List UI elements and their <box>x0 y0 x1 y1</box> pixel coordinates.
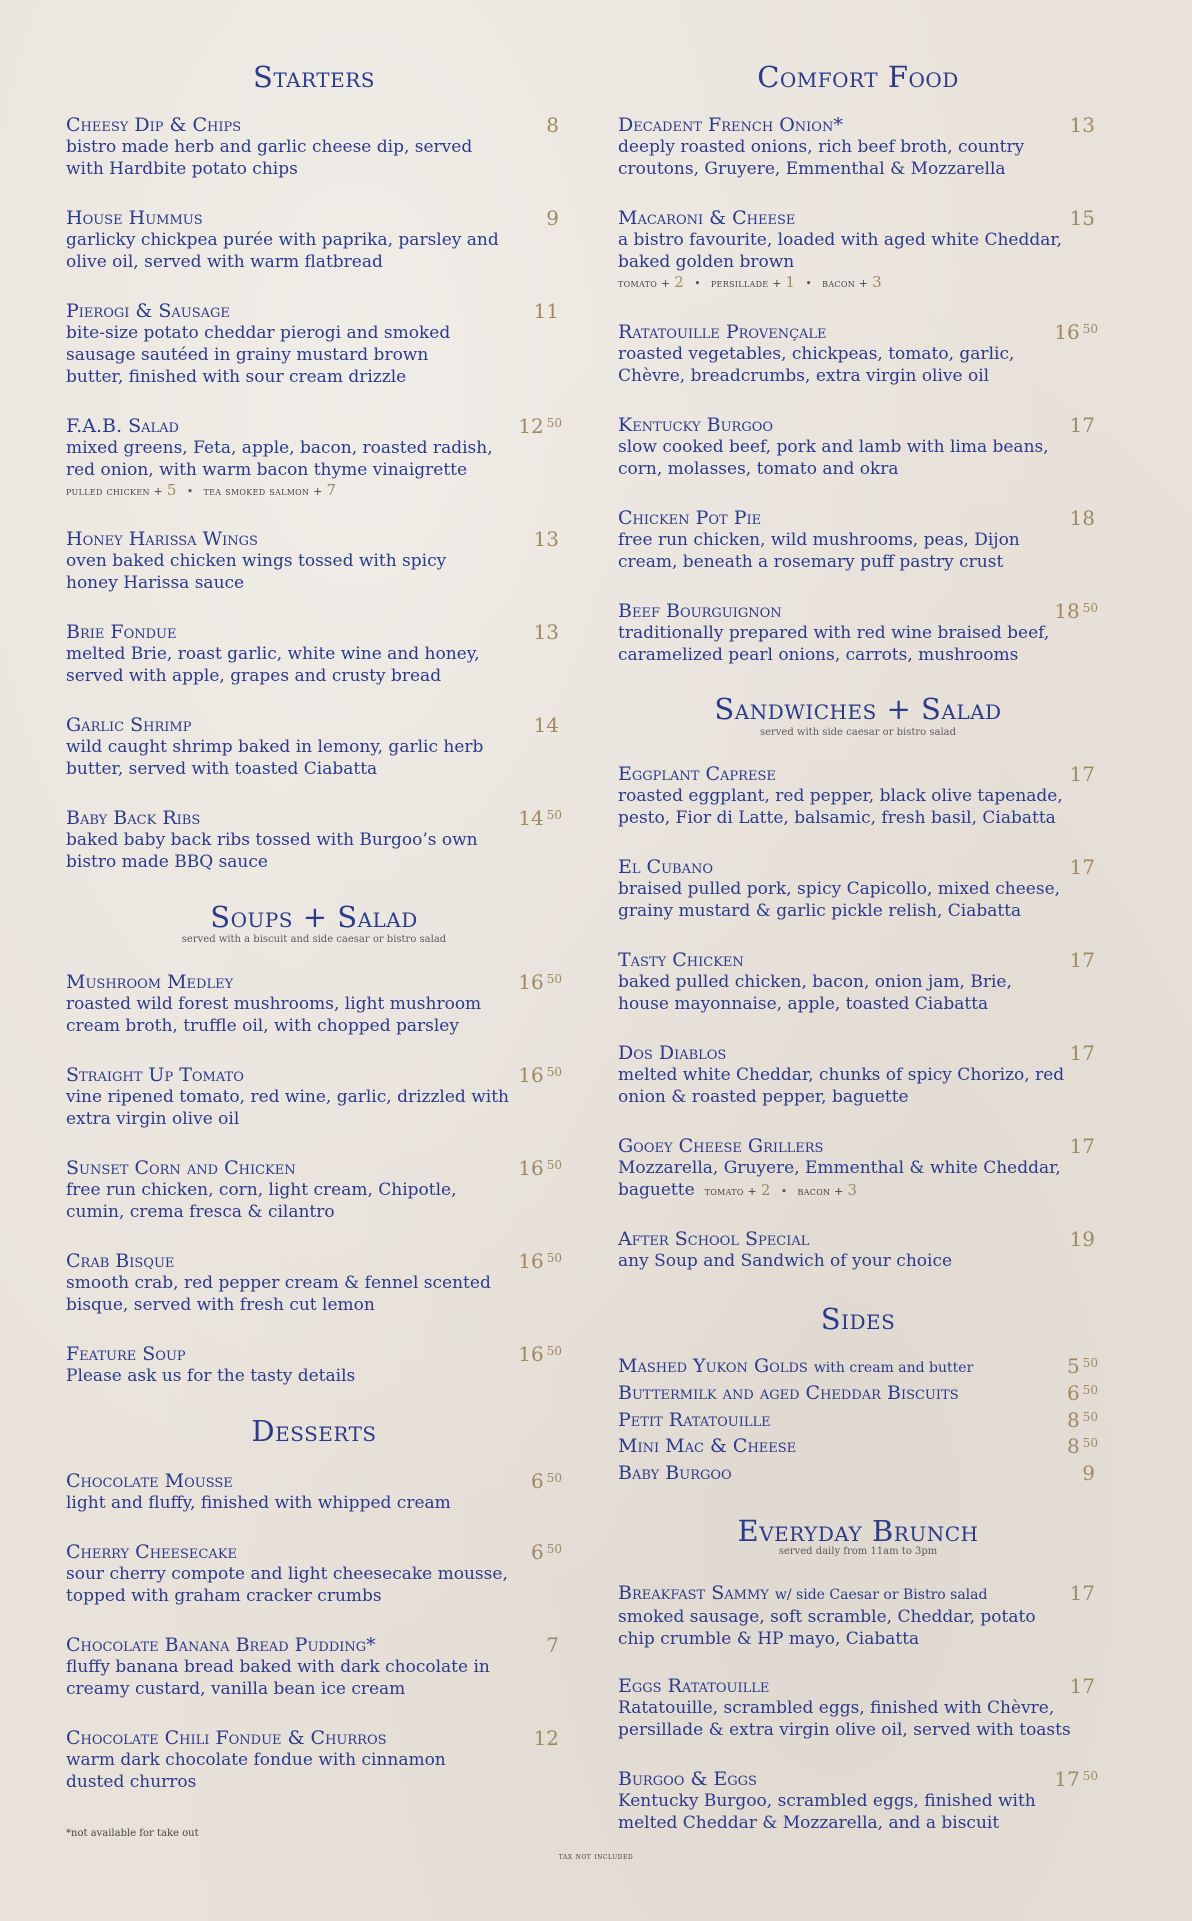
side-item <box>618 1382 1098 1408</box>
item-price: 16 $^{50}$ <box>518 970 562 994</box>
item-description: mixed greens, Feta, apple, bacon, roasted radish, red onion, with warm bacon thyme vinaigrette <box>66 438 493 480</box>
item-description: roasted wild forest mushrooms, light mushroom cream broth, truffle oil, with chopped parsley <box>66 994 482 1036</box>
item-name: Honey Harissa Wings <box>66 528 258 550</box>
menu-item <box>618 763 1098 829</box>
item-price: 17 <box>1069 1041 1095 1065</box>
menu-item <box>66 971 562 1037</box>
menu-item <box>66 714 562 780</box>
soups-subtitle: served with a biscuit and side caesar or bistro salad <box>181 934 447 945</box>
item-description: free run chicken, wild mushrooms, peas, Dijon cream, beneath a rosemary puff pastry crust <box>618 530 1020 572</box>
addons: pulled chicken + 5 • tea smoked salmon + 7 <box>66 481 337 499</box>
item-name: Burgoo & Eggs <box>618 1768 757 1790</box>
item-description: Please ask us for the tasty details <box>66 1366 356 1386</box>
item-name: Feature Soup <box>66 1343 186 1365</box>
menu-item <box>618 1582 1098 1650</box>
menu-item <box>66 1250 562 1316</box>
item-name: Eggs Ratatouille <box>618 1675 770 1697</box>
addons: tomato + 2 • bacon + 3 <box>704 1181 858 1199</box>
item-price: 14 <box>533 713 559 737</box>
item-price: 17 $^{50}$ <box>1054 1767 1098 1791</box>
item-price: 13 <box>1069 113 1095 137</box>
item-name: Cheesy Dip & Chips <box>66 114 242 136</box>
item-name: Mushroom Medley <box>66 971 234 993</box>
item-name: Macaroni & Cheese <box>618 207 796 229</box>
desserts-title: Desserts <box>251 1414 377 1448</box>
item-price: 17 <box>1069 413 1095 437</box>
item-price: 8 $^{50}$ <box>1066 1434 1098 1458</box>
item-description: any Soup and Sandwich of your choice <box>618 1251 953 1271</box>
addons: tomato + 2 • persillade + 1 • bacon + 3 <box>618 273 882 291</box>
item-name: Buttermilk and aged Cheddar Biscuits <box>618 1382 959 1404</box>
item-description: Kentucky Burgoo, scrambled eggs, finished with melted Cheddar & Mozzarella, and a biscuit <box>618 1791 1036 1833</box>
item-description: Mozzarella, Gruyere, Emmenthal & white Cheddar, <box>618 1158 1061 1178</box>
item-name: Sunset Corn and Chicken <box>66 1157 296 1179</box>
item-price: 6 $^{50}$ <box>1066 1381 1098 1405</box>
item-name: Crab Bisque <box>66 1250 175 1272</box>
item-price: 7 <box>546 1633 559 1657</box>
menu-item <box>618 600 1098 666</box>
menu-item <box>66 1157 562 1223</box>
item-description: traditionally prepared with red wine braised beef, caramelized pearl onions, carrots, mushrooms <box>618 623 1050 665</box>
item-description: deeply roasted onions, rich beef broth, country croutons, Gruyere, Emmenthal & Mozzarella <box>618 137 1025 179</box>
menu-item <box>618 856 1098 922</box>
menu-item <box>618 414 1098 480</box>
item-price: 16 $^{50}$ <box>1054 320 1098 344</box>
item-name: Kentucky Burgoo <box>618 414 774 436</box>
menu-item <box>66 207 562 273</box>
comfort-title: Comfort Food <box>757 60 959 94</box>
item-description: slow cooked beef, pork and lamb with lima beans, corn, molasses, tomato and okra <box>618 437 1049 479</box>
item-price: 6 $^{50}$ <box>530 1469 562 1493</box>
item-name: Garlic Shrimp <box>66 714 192 736</box>
item-price: 16 $^{50}$ <box>518 1249 562 1273</box>
item-price: 16 $^{50}$ <box>518 1063 562 1087</box>
menu-item <box>66 1343 562 1387</box>
item-name: Chicken Pot Pie <box>618 507 762 529</box>
item-description: vine ripened tomato, red wine, garlic, drizzled with extra virgin olive oil <box>66 1087 509 1129</box>
menu-item <box>618 1042 1098 1108</box>
item-description-cont: baguette tomato + 2 • bacon + 3 <box>618 1180 858 1200</box>
item-name: F.A.B. Salad <box>66 415 179 437</box>
takeout-footnote: *not available for take out <box>66 1828 199 1839</box>
item-name: After School Special <box>618 1228 810 1250</box>
item-name: Brie Fondue <box>66 621 177 643</box>
item-name: Breakfast Sammy w/ side Caesar or Bistro salad <box>618 1582 988 1604</box>
item-price: 11 <box>533 299 559 323</box>
menu-item <box>66 621 562 687</box>
item-description: roasted vegetables, chickpeas, tomato, garlic, Chèvre, breadcrumbs, extra virgin olive oil <box>618 344 1015 386</box>
menu-item <box>618 207 1098 293</box>
menu-item <box>66 1541 562 1607</box>
item-price: 18 $^{50}$ <box>1054 599 1098 623</box>
item-description: baked baby back ribs tossed with Burgoo’s own bistro made BBQ sauce <box>66 830 478 872</box>
item-description: smoked sausage, soft scramble, Cheddar, potato chip crumble & HP mayo, Ciabatta <box>618 1607 1036 1649</box>
side-item <box>618 1435 1098 1461</box>
tax-note: tax not included <box>558 1852 634 1861</box>
item-name: Decadent French Onion* <box>618 114 843 136</box>
menu-item <box>66 807 562 873</box>
item-name: Baby Back Ribs <box>66 807 201 829</box>
item-name: Mini Mac & Cheese <box>618 1435 797 1457</box>
menu-item <box>66 1470 562 1514</box>
item-description: Ratatouille, scrambled eggs, finished with Chèvre, persillade & extra virgin olive oil, served with toasts <box>618 1698 1071 1740</box>
item-price: 13 <box>533 527 559 551</box>
item-price: 8 $^{50}$ <box>1066 1408 1098 1432</box>
item-price: 19 <box>1069 1227 1095 1251</box>
item-price: 17 <box>1069 1674 1095 1698</box>
item-price: 8 <box>546 113 559 137</box>
starters-title: Starters <box>253 60 375 94</box>
item-name: Dos Diablos <box>618 1042 727 1064</box>
brunch-title: Everyday Brunch <box>737 1514 979 1548</box>
menu-item <box>618 1768 1098 1834</box>
menu-item <box>66 300 562 388</box>
side-item <box>618 1462 1098 1488</box>
sandwiches-subtitle: served with side caesar or bistro salad <box>759 727 957 738</box>
item-name: Chocolate Banana Bread Pudding* <box>66 1634 376 1656</box>
item-price: 18 <box>1069 506 1095 530</box>
item-name: Baby Burgoo <box>618 1462 732 1484</box>
sides-title: Sides <box>820 1302 896 1336</box>
soups-title: Soups + Salad <box>210 900 418 934</box>
menu-item <box>66 114 562 180</box>
item-description: bistro made herb and garlic cheese dip, served with Hardbite potato chips <box>66 137 473 179</box>
item-description: bite-size potato cheddar pierogi and smoked sausage sautéed in grainy mustard brown butter, finished with sour cream drizzle <box>66 323 451 387</box>
item-price: 16 $^{50}$ <box>518 1342 562 1366</box>
menu-item <box>618 1228 1098 1272</box>
menu-item <box>618 949 1098 1015</box>
item-description: light and fluffy, finished with whipped cream <box>66 1493 451 1513</box>
item-description: garlicky chickpea purée with paprika, parsley and olive oil, served with warm flatbread <box>66 230 499 272</box>
item-price: 12 <box>533 1726 559 1750</box>
item-name: Chocolate Mousse <box>66 1470 233 1492</box>
menu-item <box>66 1064 562 1130</box>
menu-item <box>618 1135 1098 1201</box>
item-description: wild caught shrimp baked in lemony, garlic herb butter, served with toasted Ciabatta <box>66 737 484 779</box>
sandwiches-title: Sandwiches + Salad <box>714 692 1002 726</box>
item-description: sour cherry compote and light cheesecake mousse, topped with graham cracker crumbs <box>66 1564 508 1606</box>
item-name: Petit Ratatouille <box>618 1409 771 1431</box>
menu-item <box>618 321 1098 387</box>
item-description: melted white Cheddar, chunks of spicy Chorizo, red onion & roasted pepper, baguette <box>618 1065 1065 1107</box>
item-price: 17 <box>1069 762 1095 786</box>
item-description: warm dark chocolate fondue with cinnamon dusted churros <box>66 1750 446 1792</box>
item-description: braised pulled pork, spicy Capicollo, mixed cheese, grainy mustard & garlic pickle relish, Ciabatta <box>618 879 1061 921</box>
item-price: 9 <box>546 206 559 230</box>
menu-item <box>66 415 562 501</box>
item-description: fluffy banana bread baked with dark chocolate in creamy custard, vanilla bean ice cream <box>66 1657 490 1699</box>
item-price: 16 $^{50}$ <box>518 1156 562 1180</box>
item-name: Pierogi & Sausage <box>66 300 230 322</box>
item-description: smooth crab, red pepper cream & fennel scented bisque, served with fresh cut lemon <box>66 1273 491 1315</box>
item-price: 15 <box>1069 206 1095 230</box>
item-price: 5 $^{50}$ <box>1066 1354 1098 1378</box>
menu-item <box>66 528 562 594</box>
side-item <box>618 1409 1098 1435</box>
item-name: Beef Bourguignon <box>618 600 782 622</box>
item-description: baked pulled chicken, bacon, onion jam, Brie, house mayonnaise, apple, toasted Ciabatta <box>618 972 1012 1014</box>
item-name: Eggplant Caprese <box>618 763 776 785</box>
item-description: melted Brie, roast garlic, white wine and honey, served with apple, grapes and crusty bread <box>66 644 480 686</box>
item-price: 14 $^{50}$ <box>518 806 562 830</box>
menu-item <box>66 1727 562 1793</box>
item-description: a bistro favourite, loaded with aged white Cheddar, baked golden brown <box>618 230 1063 272</box>
item-price: 17 <box>1069 948 1095 972</box>
item-price: 12 $^{50}$ <box>518 414 562 438</box>
item-name: Ratatouille Provençale <box>618 321 827 343</box>
menu-item <box>618 507 1098 573</box>
item-price: 17 <box>1069 1134 1095 1158</box>
item-description: free run chicken, corn, light cream, Chipotle, cumin, crema fresca & cilantro <box>66 1180 457 1222</box>
menu-item <box>618 1675 1098 1741</box>
item-description: roasted eggplant, red pepper, black olive tapenade, pesto, Fior di Latte, balsamic, fresh basil, Ciabatta <box>618 786 1063 828</box>
item-name: House Hummus <box>66 207 203 229</box>
item-name: Chocolate Chili Fondue & Churros <box>66 1727 387 1749</box>
item-name: Gooey Cheese Grillers <box>618 1135 824 1157</box>
item-price: 17 <box>1069 855 1095 879</box>
menu-item <box>66 1634 562 1700</box>
item-name: Mashed Yukon Golds with cream and butter <box>618 1355 974 1377</box>
menu-item <box>618 114 1098 180</box>
item-name: Straight Up Tomato <box>66 1064 244 1086</box>
item-name: Tasty Chicken <box>618 949 744 971</box>
item-price: 6 $^{50}$ <box>530 1540 562 1564</box>
brunch-subtitle: served daily from 11am to 3pm <box>778 1546 938 1557</box>
item-description: oven baked chicken wings tossed with spicy honey Harissa sauce <box>66 551 447 593</box>
item-price: 17 <box>1069 1581 1095 1605</box>
side-item <box>618 1355 1098 1381</box>
item-name: Cherry Cheesecake <box>66 1541 237 1563</box>
item-price: 13 <box>533 620 559 644</box>
item-price: 9 <box>1082 1461 1095 1485</box>
item-name: El Cubano <box>618 856 714 878</box>
